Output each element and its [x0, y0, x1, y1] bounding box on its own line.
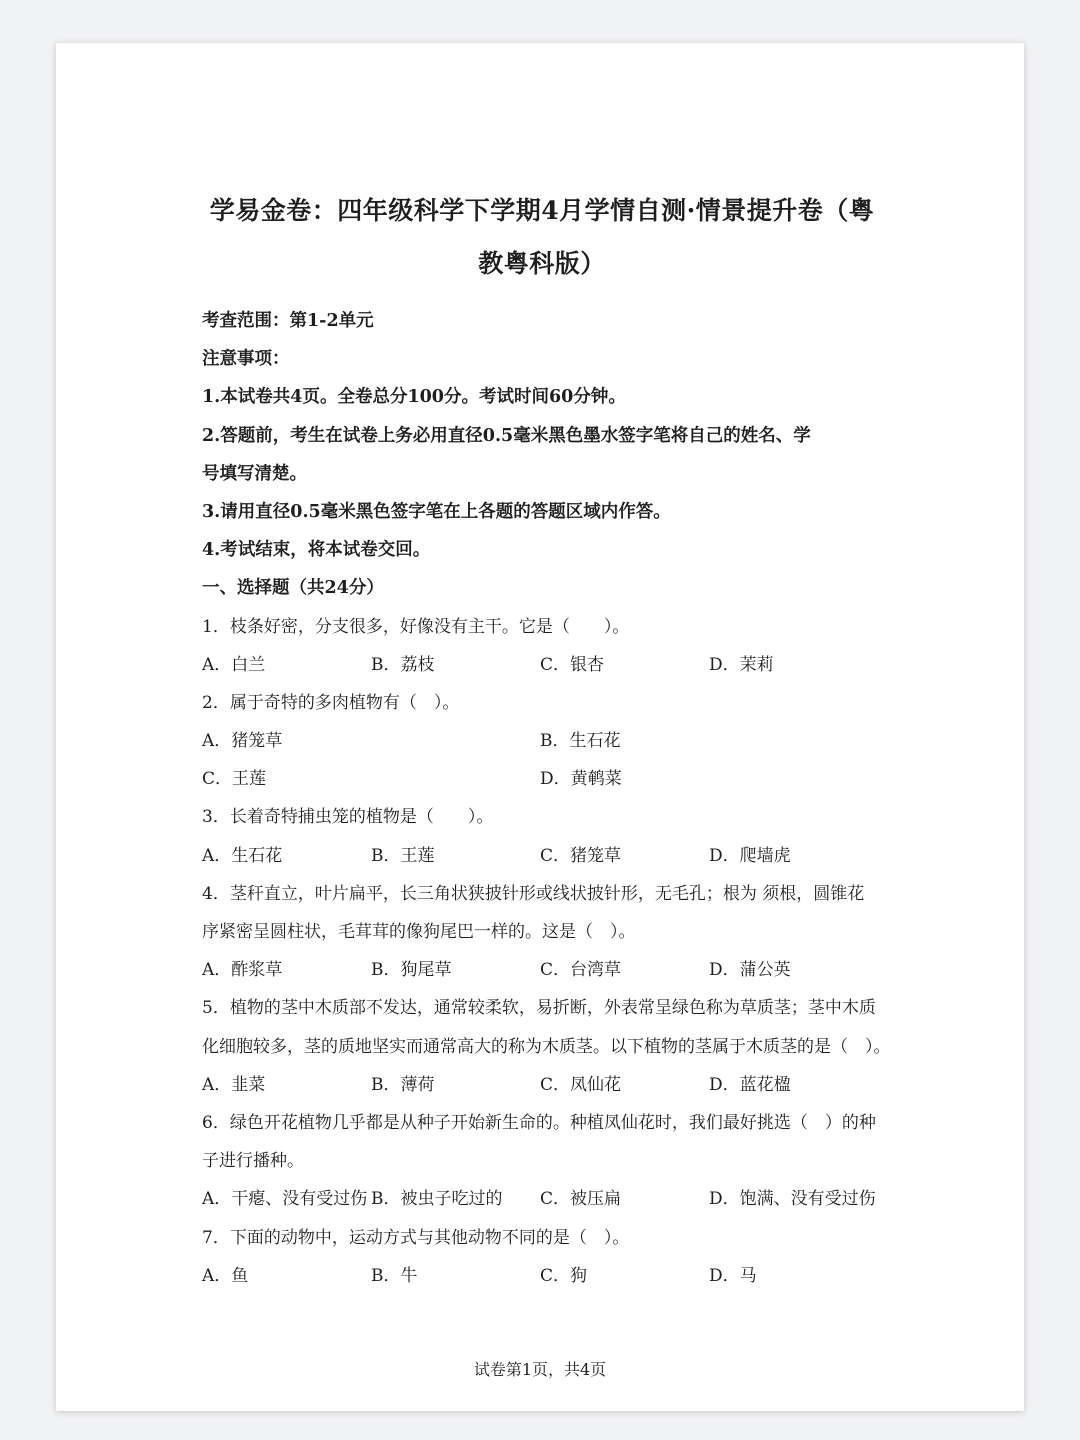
question-6-options	[202, 1180, 882, 1218]
question-4-stem-line1: 4．茎秆直立，叶片扁平，长三角状狭披针形或线状披针形，无毛孔；根为 须根，圆锥花	[202, 883, 865, 904]
exam-title-line1: 学易金卷：四年级科学下学期4月学情自测·情景提升卷（粤	[209, 196, 875, 225]
question-7-option-a: A．鱼	[202, 1265, 249, 1286]
question-5-stem-line2: 化细胞较多，茎的质地坚实而通常高大的称为木质茎。以下植物的茎属于木质茎的是（ ）。	[202, 1036, 891, 1057]
question-4-option-c: C．台湾草	[540, 960, 622, 981]
question-5-option-a: A．韭菜	[202, 1074, 266, 1095]
page-footer: 试卷第1页，共4页	[473, 1360, 607, 1379]
question-1-option-b: B．荔枝	[371, 654, 435, 675]
question-3-options	[202, 837, 882, 875]
question-4-options	[202, 951, 882, 989]
question-7-stem: 7．下面的动物中，运动方式与其他动物不同的是（ ）。	[202, 1227, 630, 1248]
question-1-options	[202, 646, 882, 684]
question-6-option-d: D．饱满、没有受过伤	[709, 1189, 876, 1210]
question-3-option-d: D．爬墙虎	[709, 845, 791, 866]
question-4-stem-line2: 序紧密呈圆柱状，毛茸茸的像狗尾巴一样的。这是（ ）。	[202, 922, 636, 942]
question-2-options-row2	[202, 760, 882, 798]
question-2-option-a: A．猪笼草	[202, 731, 283, 752]
question-7-options	[202, 1257, 882, 1295]
exam-body	[202, 302, 891, 1295]
exam-scope: 考查范围：第1-2单元	[202, 311, 374, 331]
note-2-line2: 号填写清楚。	[202, 463, 307, 484]
question-5-option-b: B．薄荷	[371, 1074, 435, 1095]
question-1-option-c: C．银杏	[540, 654, 605, 675]
note-1: 1.本试卷共4页。全卷总分100分。考试时间60分钟。	[202, 387, 626, 408]
question-4-option-d: D．蒲公英	[709, 960, 791, 981]
question-2-options-row1	[202, 722, 882, 760]
question-7-option-c: C．狗	[540, 1265, 588, 1286]
question-3-option-a: A．生石花	[202, 845, 283, 866]
page-content	[202, 193, 891, 1295]
question-3-option-c: C．猪笼草	[540, 845, 622, 866]
question-6-option-c: C．被压扁	[540, 1189, 622, 1210]
question-2-stem: 2．属于奇特的多肉植物有（ ）。	[202, 692, 460, 713]
question-1-option-a: A．白兰	[202, 654, 266, 675]
question-6-stem-line1: 6．绿色开花植物几乎都是从种子开始新生命的。种植凤仙花时，我们最好挑选（ ）的种	[202, 1112, 876, 1133]
question-5-options	[202, 1066, 882, 1104]
question-1-option-d: D．茉莉	[709, 654, 774, 675]
question-1-stem: 1．枝条好密，分支很多，好像没有主干。它是（ ）。	[202, 616, 630, 637]
question-4-option-a: A．酢浆草	[202, 960, 283, 981]
question-7-option-b: B．牛	[371, 1265, 418, 1286]
note-4: 4.考试结束，将本试卷交回。	[202, 540, 431, 561]
question-5-stem-line1: 5．植物的茎中木质部不发达，通常较柔软，易折断，外表常呈绿色称为草质茎；茎中木质	[202, 998, 876, 1019]
question-5-option-c: C．凤仙花	[540, 1074, 622, 1095]
question-6-option-b: B．被虫子吃过的	[371, 1189, 503, 1210]
exam-page	[56, 43, 1024, 1411]
note-2-line1: 2.答题前，考生在试卷上务必用直径0.5毫米黑色墨水签字笔将自己的姓名、学	[202, 425, 811, 446]
section-heading: 一、选择题（共24分）	[202, 578, 384, 599]
question-6-option-a: A．干瘪、没有受过伤	[202, 1189, 368, 1210]
question-3-stem: 3．长着奇特捕虫笼的植物是（ ）。	[202, 807, 494, 828]
question-3-option-b: B．王莲	[371, 845, 435, 866]
note-3: 3.请用直径0.5毫米黑色签字笔在上各题的答题区域内作答。	[202, 501, 671, 522]
question-7-option-d: D．马	[709, 1265, 757, 1286]
question-4-option-b: B．狗尾草	[371, 960, 452, 981]
question-2-option-b: B．生石花	[540, 731, 621, 752]
question-2-option-c: C．王莲	[202, 769, 267, 790]
question-5-option-d: D．蓝花楹	[709, 1074, 791, 1095]
question-6-stem-line2: 子进行播种。	[202, 1151, 304, 1172]
notes-heading: 注意事项：	[202, 349, 290, 370]
question-2-option-d: D．黄鹌菜	[540, 769, 622, 790]
exam-title	[202, 193, 882, 282]
exam-title-line2: 教粤科版）	[478, 249, 606, 278]
